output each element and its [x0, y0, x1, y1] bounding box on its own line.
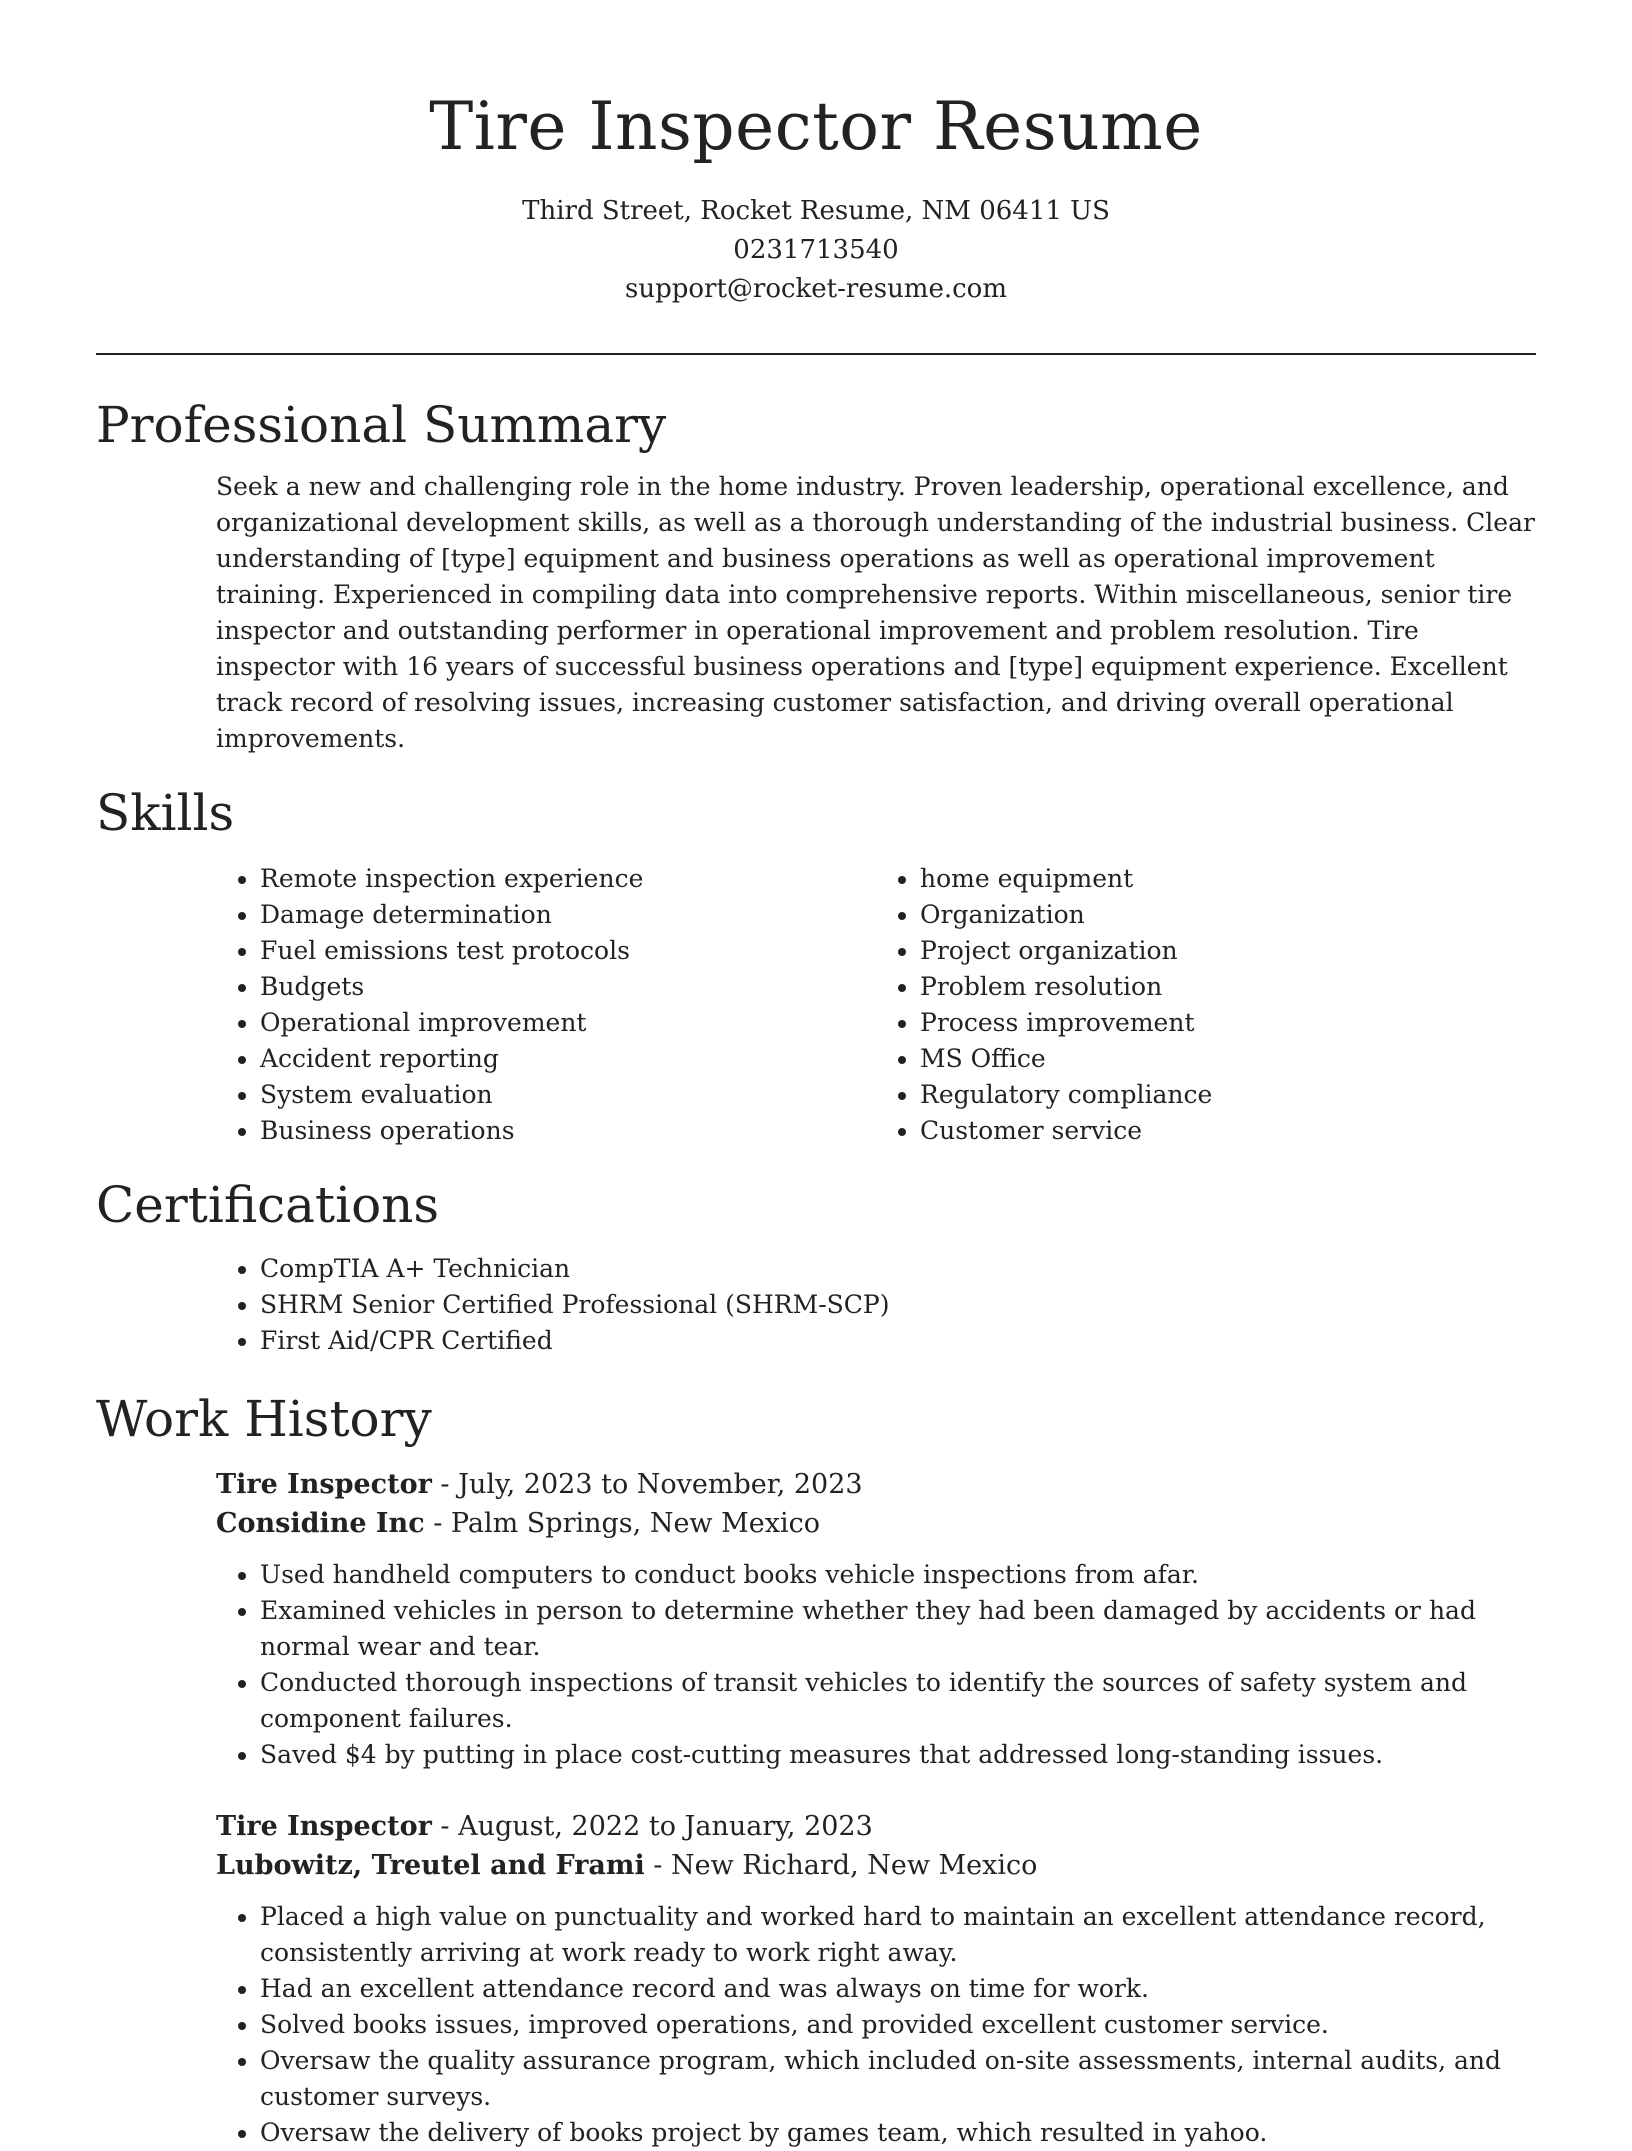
- job-entry: [216, 1465, 1536, 1773]
- skill-item: • Accident reporting: [260, 1041, 876, 1077]
- skills-heading: Skills: [96, 784, 235, 842]
- job-bullet: • Examined vehicles in person to determine whether they had been damaged by accidents or had normal wear and tear.: [260, 1593, 1536, 1665]
- skill-item: • Budgets: [260, 969, 876, 1005]
- resume-title: Tire Inspector Resume: [429, 88, 1203, 165]
- skill-item: • Customer service: [920, 1113, 1536, 1149]
- skill-item: • Remote inspection experience: [260, 861, 876, 897]
- contact-email: support@rocket-resume.com: [624, 274, 1007, 304]
- job-bullet: • Saved $4 by putting in place cost-cutting measures that addressed long-standing issues.: [260, 1737, 1536, 1773]
- header-divider: [96, 353, 1536, 355]
- certifications-section: [96, 1173, 1536, 1359]
- skills-grid: [216, 861, 1536, 1149]
- summary-heading: Professional Summary: [96, 396, 667, 454]
- certifications-heading: Certifications: [96, 1176, 440, 1234]
- job-bullets: [216, 1899, 1536, 2151]
- job-company-line: [216, 1504, 1536, 1543]
- skills-section: [96, 781, 1536, 1149]
- job-bullet: • Oversaw the quality assurance program, which included on-site assessments, internal audits, and customer surveys.: [260, 2043, 1536, 2115]
- job-entry: [216, 1807, 1536, 2151]
- contact-info: [96, 192, 1536, 309]
- contact-phone: 0231713540: [733, 235, 899, 265]
- work-history-heading: Work History: [96, 1390, 432, 1448]
- job-bullet: • Conducted thorough inspections of transit vehicles to identify the sources of safety system and component failures.: [260, 1665, 1536, 1737]
- job-location: - Palm Springs, New Mexico: [424, 1508, 820, 1539]
- skills-list-right: [876, 861, 1536, 1149]
- skill-item: • Problem resolution: [920, 969, 1536, 1005]
- skill-item: • MS Office: [920, 1041, 1536, 1077]
- skill-item: • Fuel emissions test protocols: [260, 933, 876, 969]
- work-history-section: [96, 1387, 1536, 2151]
- skill-item: • Damage determination: [260, 897, 876, 933]
- skill-item: • Business operations: [260, 1113, 876, 1149]
- job-title: Tire Inspector: [216, 1469, 432, 1500]
- skill-item: • Project organization: [920, 933, 1536, 969]
- certifications-list: [216, 1251, 1536, 1359]
- skill-item: • Operational improvement: [260, 1005, 876, 1041]
- job-dates: - August, 2022 to January, 2023: [431, 1811, 873, 1842]
- job-title-line: [216, 1807, 1536, 1846]
- skill-item: • home equipment: [920, 861, 1536, 897]
- job-company: Lubowitz, Treutel and Frami: [216, 1850, 645, 1881]
- job-bullet: • Solved books issues, improved operations, and provided excellent customer service.: [260, 2007, 1536, 2043]
- summary-text: Seek a new and challenging role in the home industry. Proven leadership, operational excellence, and organizational development skills, as well as a thorough understanding of the industrial business. Clear understanding of [type] equipment and business operations as well as operational improvement training. Experienced in compiling data into comprehensive reports. Within miscellaneous, senior tire inspector and outstanding performer in operational improvement and problem resolution. Tire inspector with 16 years of successful business operations and [type] equipment experience. Excellent track record of resolving issues, increasing customer satisfaction, and driving overall operational improvements.: [216, 472, 1535, 753]
- job-bullet: • Placed a high value on punctuality and worked hard to maintain an excellent attendance record, consistently arriving at work ready to work right away.: [260, 1899, 1536, 1971]
- job-company: Considine Inc: [216, 1508, 425, 1539]
- skill-item: • System evaluation: [260, 1077, 876, 1113]
- job-location: - New Richard, New Mexico: [644, 1850, 1038, 1881]
- skill-item: • Organization: [920, 897, 1536, 933]
- job-dates: - July, 2023 to November, 2023: [431, 1469, 863, 1500]
- job-company-line: [216, 1846, 1536, 1885]
- certification-item: • First Aid/CPR Certified: [260, 1323, 1536, 1359]
- contact-address: Third Street, Rocket Resume, NM 06411 US: [522, 196, 1110, 226]
- certification-item: • SHRM Senior Certified Professional (SHRM-SCP): [260, 1287, 1536, 1323]
- skill-item: • Regulatory compliance: [920, 1077, 1536, 1113]
- job-title: Tire Inspector: [216, 1811, 432, 1842]
- summary-section: [96, 393, 1536, 757]
- job-bullets: [216, 1557, 1536, 1773]
- skill-item: • Process improvement: [920, 1005, 1536, 1041]
- job-bullet: • Used handheld computers to conduct books vehicle inspections from afar.: [260, 1557, 1536, 1593]
- job-bullet: • Had an excellent attendance record and was always on time for work.: [260, 1971, 1536, 2007]
- certification-item: • CompTIA A+ Technician: [260, 1251, 1536, 1287]
- resume-header: [96, 0, 1536, 355]
- job-title-line: [216, 1465, 1536, 1504]
- skills-list-left: [216, 861, 876, 1149]
- job-bullet: • Oversaw the delivery of books project by games team, which resulted in yahoo.: [260, 2115, 1536, 2151]
